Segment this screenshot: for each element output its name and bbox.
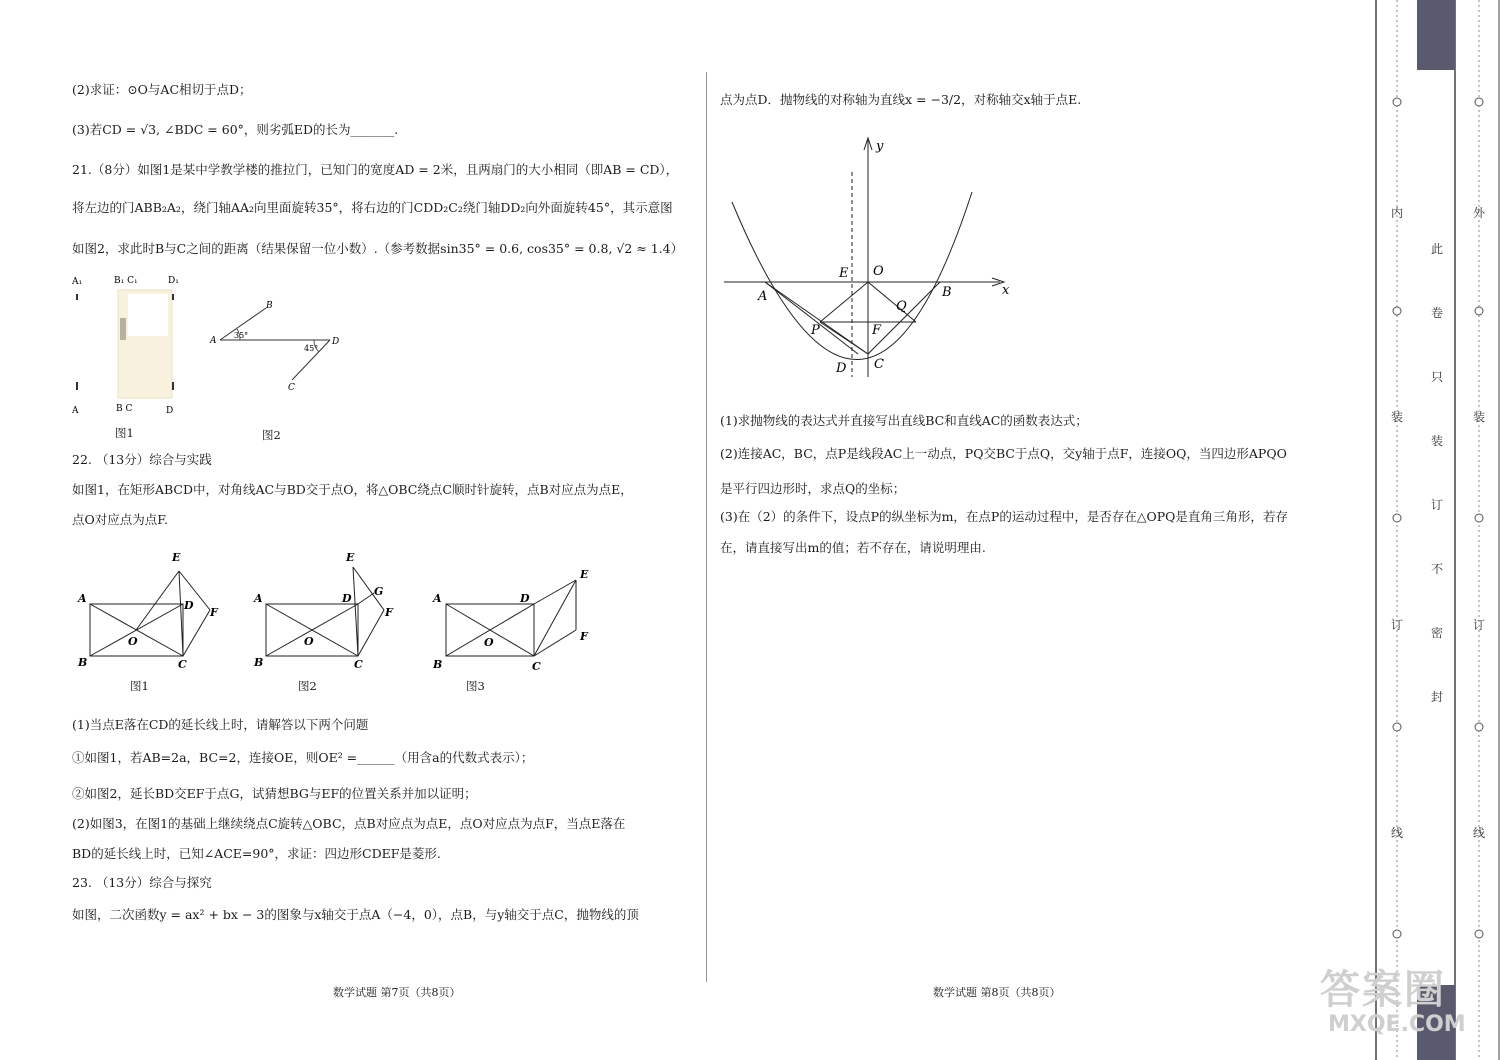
q23-part3-line1: (3)在（2）的条件下，设点P的纵坐标为m，在点P的运动过程中，是否存在△OPQ是直角三角形，若存 xyxy=(720,509,1288,524)
door-handle xyxy=(120,318,126,340)
door-label-bc: B C xyxy=(116,404,133,414)
graph-label-e: E xyxy=(839,266,849,281)
fig3-label-b: B xyxy=(433,658,443,671)
graph-label-y: y xyxy=(876,139,884,154)
q23-line2: 点为点D．抛物线的对称轴为直线x = −3/2，对称轴交x轴于点E. xyxy=(720,92,1082,107)
angle-label-c: C xyxy=(288,383,295,393)
watermark-text: MXQE.COM xyxy=(1328,1012,1466,1037)
fig2-label-f: F xyxy=(385,606,393,619)
watermark xyxy=(1320,968,1466,1037)
rect-caption-1: 图1 xyxy=(130,679,149,693)
angle-label-d: D xyxy=(332,337,340,347)
fig3-label-c: C xyxy=(532,660,541,673)
binding-margin xyxy=(1375,0,1500,1060)
q21-line1: 21.（8分）如图1是某中学教学楼的推拉门，已知门的宽度AD = 2米，且两扇门的大小相同（即AB = CD）， xyxy=(72,162,679,177)
fig3-label-f: F xyxy=(580,630,588,643)
door-label-d1: D₁ xyxy=(168,276,179,286)
door-label-a: A xyxy=(72,406,79,416)
note-char-0: 此 xyxy=(1431,242,1444,256)
rect-figure-3 xyxy=(428,560,603,680)
fig1-label-f: F xyxy=(210,606,218,619)
left-footer: 数学试题 第7页（共8页） xyxy=(333,986,461,999)
fig2-label-e: E xyxy=(346,551,355,564)
q23-part3-line2: 在，请直接写出m的值；若不存在，请说明理由. xyxy=(720,540,986,555)
outer-label-0: 外 xyxy=(1473,206,1486,220)
graph-label-p: P xyxy=(811,323,820,338)
q22-part1a: ①如图1，若AB=2a，BC=2，连接OE，则OE² =______（用含a的代数式表示）； xyxy=(72,750,534,765)
inner-label-3: 线 xyxy=(1391,826,1404,840)
q20-part3: (3)若CD = √3, ∠BDC = 60°，则劣弧ED的长为_______. xyxy=(72,122,399,137)
fig3-label-e: E xyxy=(580,568,589,581)
graph-label-b: B xyxy=(942,285,952,300)
note-char-2: 只 xyxy=(1431,370,1444,384)
graph-label-c: C xyxy=(874,357,884,372)
q22-line2: 点O对应点为点F. xyxy=(72,512,168,527)
angle-label-a: A xyxy=(210,336,217,346)
q22-part1b: ②如图2，延长BD交EF于点G，试猜想BG与EF的位置关系并加以证明； xyxy=(72,786,477,801)
door-label-b1c1: B₁ C₁ xyxy=(114,276,138,286)
rect-figure-1 xyxy=(72,548,232,678)
door-stub-right-top xyxy=(172,294,174,300)
door-caption-2: 图2 xyxy=(262,428,281,442)
q23-part2-line2: 是平行四边形时，求点Q的坐标； xyxy=(720,481,906,496)
fig3-label-a: A xyxy=(433,592,442,605)
fig2-label-d: D xyxy=(342,592,352,605)
fig3-label-d: D xyxy=(520,592,530,605)
q21-line3: 如图2，求此时B与C之间的距离（结果保留一位小数）.（参考数据sin35° = 0.6, cos35° = 0.8, √2 ≈ 1.4） xyxy=(72,241,684,256)
q23-part2-line1: (2)连接AC，BC，点P是线段AC上一动点，PQ交BC于点Q，交y轴于点F，连接OQ，当四边形APQO xyxy=(720,446,1287,461)
right-footer: 数学试题 第8页（共8页） xyxy=(933,986,1061,999)
fig2-label-b: B xyxy=(254,656,264,669)
outer-label-2: 订 xyxy=(1473,618,1486,632)
door-label-a1: A₁ xyxy=(72,277,83,287)
fig2-label-o: O xyxy=(304,635,314,648)
graph-label-d: D xyxy=(836,361,847,376)
q22-title: 22. （13分）综合与实践 xyxy=(72,452,212,467)
door-label-d: D xyxy=(166,406,174,416)
door-window xyxy=(128,294,168,336)
q22-part1: (1)当点E落在CD的延长线上时，请解答以下两个问题 xyxy=(72,717,369,732)
rect-caption-2: 图2 xyxy=(298,679,317,693)
binding-lines xyxy=(1375,0,1500,1060)
q22-line1: 如图1，在矩形ABCD中，对角线AC与BD交于点O，将△OBC绕点C顺时针旋转，点B对应点为点E， xyxy=(72,482,633,497)
fig1-label-a: A xyxy=(78,592,87,605)
graph-label-o: O xyxy=(873,264,884,279)
angle-label-35: 35° xyxy=(234,331,249,340)
inner-label-0: 内 xyxy=(1391,206,1404,220)
q20-part2: (2)求证：⊙O与AC相切于点D； xyxy=(72,82,252,97)
door-stub-left-top xyxy=(76,294,78,300)
door-stub-left-bottom xyxy=(76,382,78,390)
inner-label-1: 装 xyxy=(1391,410,1404,424)
angle-label-45: 45° xyxy=(304,344,319,353)
angle-figure-2 xyxy=(200,296,350,396)
angle-label-b: B xyxy=(266,301,273,311)
fig1-label-e: E xyxy=(172,551,181,564)
q23-line1: 如图，二次函数y = ax² + bx − 3的图象与x轴交于点A（−4，0），点B，与y轴交于点C，抛物线的顶 xyxy=(72,907,639,922)
graph-label-q: Q xyxy=(896,299,907,314)
fig1-label-c: C xyxy=(178,658,187,671)
watermark-badge: 答案圈 xyxy=(1320,967,1446,1013)
outer-label-1: 装 xyxy=(1473,410,1486,424)
q23-title: 23. （13分）综合与探究 xyxy=(72,875,212,890)
note-char-7: 封 xyxy=(1431,690,1444,704)
left-page xyxy=(0,0,700,1060)
note-char-4: 订 xyxy=(1431,498,1444,512)
q22-part2-line2: BD的延长线上时，已知∠ACE=90°，求证：四边形CDEF是菱形. xyxy=(72,846,441,861)
inner-label-2: 订 xyxy=(1391,618,1404,632)
fig2-label-a: A xyxy=(254,592,263,605)
fig1-label-o: O xyxy=(128,635,138,648)
q23-part1: (1)求抛物线的表达式并直接写出直线BC和直线AC的函数表达式； xyxy=(720,413,1088,428)
note-char-3: 装 xyxy=(1431,434,1444,448)
graph-label-a: A xyxy=(758,289,768,304)
graph-label-f: F xyxy=(872,323,882,338)
note-char-1: 卷 xyxy=(1431,306,1444,320)
rect-figure-2 xyxy=(248,548,408,678)
graph-label-x: x xyxy=(1002,283,1010,298)
q21-line2: 将左边的门ABB₂A₂，绕门轴AA₂向里面旋转35°，将右边的门CDD₂C₂绕门轴DD₂向外面旋转45°，其示意图 xyxy=(72,200,673,215)
note-char-5: 不 xyxy=(1431,562,1444,576)
note-char-6: 密 xyxy=(1431,626,1444,640)
parabola-graph xyxy=(720,132,1025,382)
fig2-label-c: C xyxy=(354,658,363,671)
fig2-label-g: G xyxy=(374,585,384,598)
door-figure-1 xyxy=(68,268,188,418)
right-page xyxy=(705,0,1370,1060)
fig1-label-d: D xyxy=(184,599,194,612)
q22-part2-line1: (2)如图3，在图1的基础上继续绕点C旋转△OBC，点B对应点为点E，点O对应点为点F，当点E落在 xyxy=(72,816,626,831)
door-caption-1: 图1 xyxy=(115,426,134,440)
door-stub-right-bottom xyxy=(172,382,174,390)
rect-caption-3: 图3 xyxy=(466,679,485,693)
outer-label-3: 线 xyxy=(1473,826,1486,840)
fig3-label-o: O xyxy=(484,636,494,649)
fig1-label-b: B xyxy=(78,656,88,669)
